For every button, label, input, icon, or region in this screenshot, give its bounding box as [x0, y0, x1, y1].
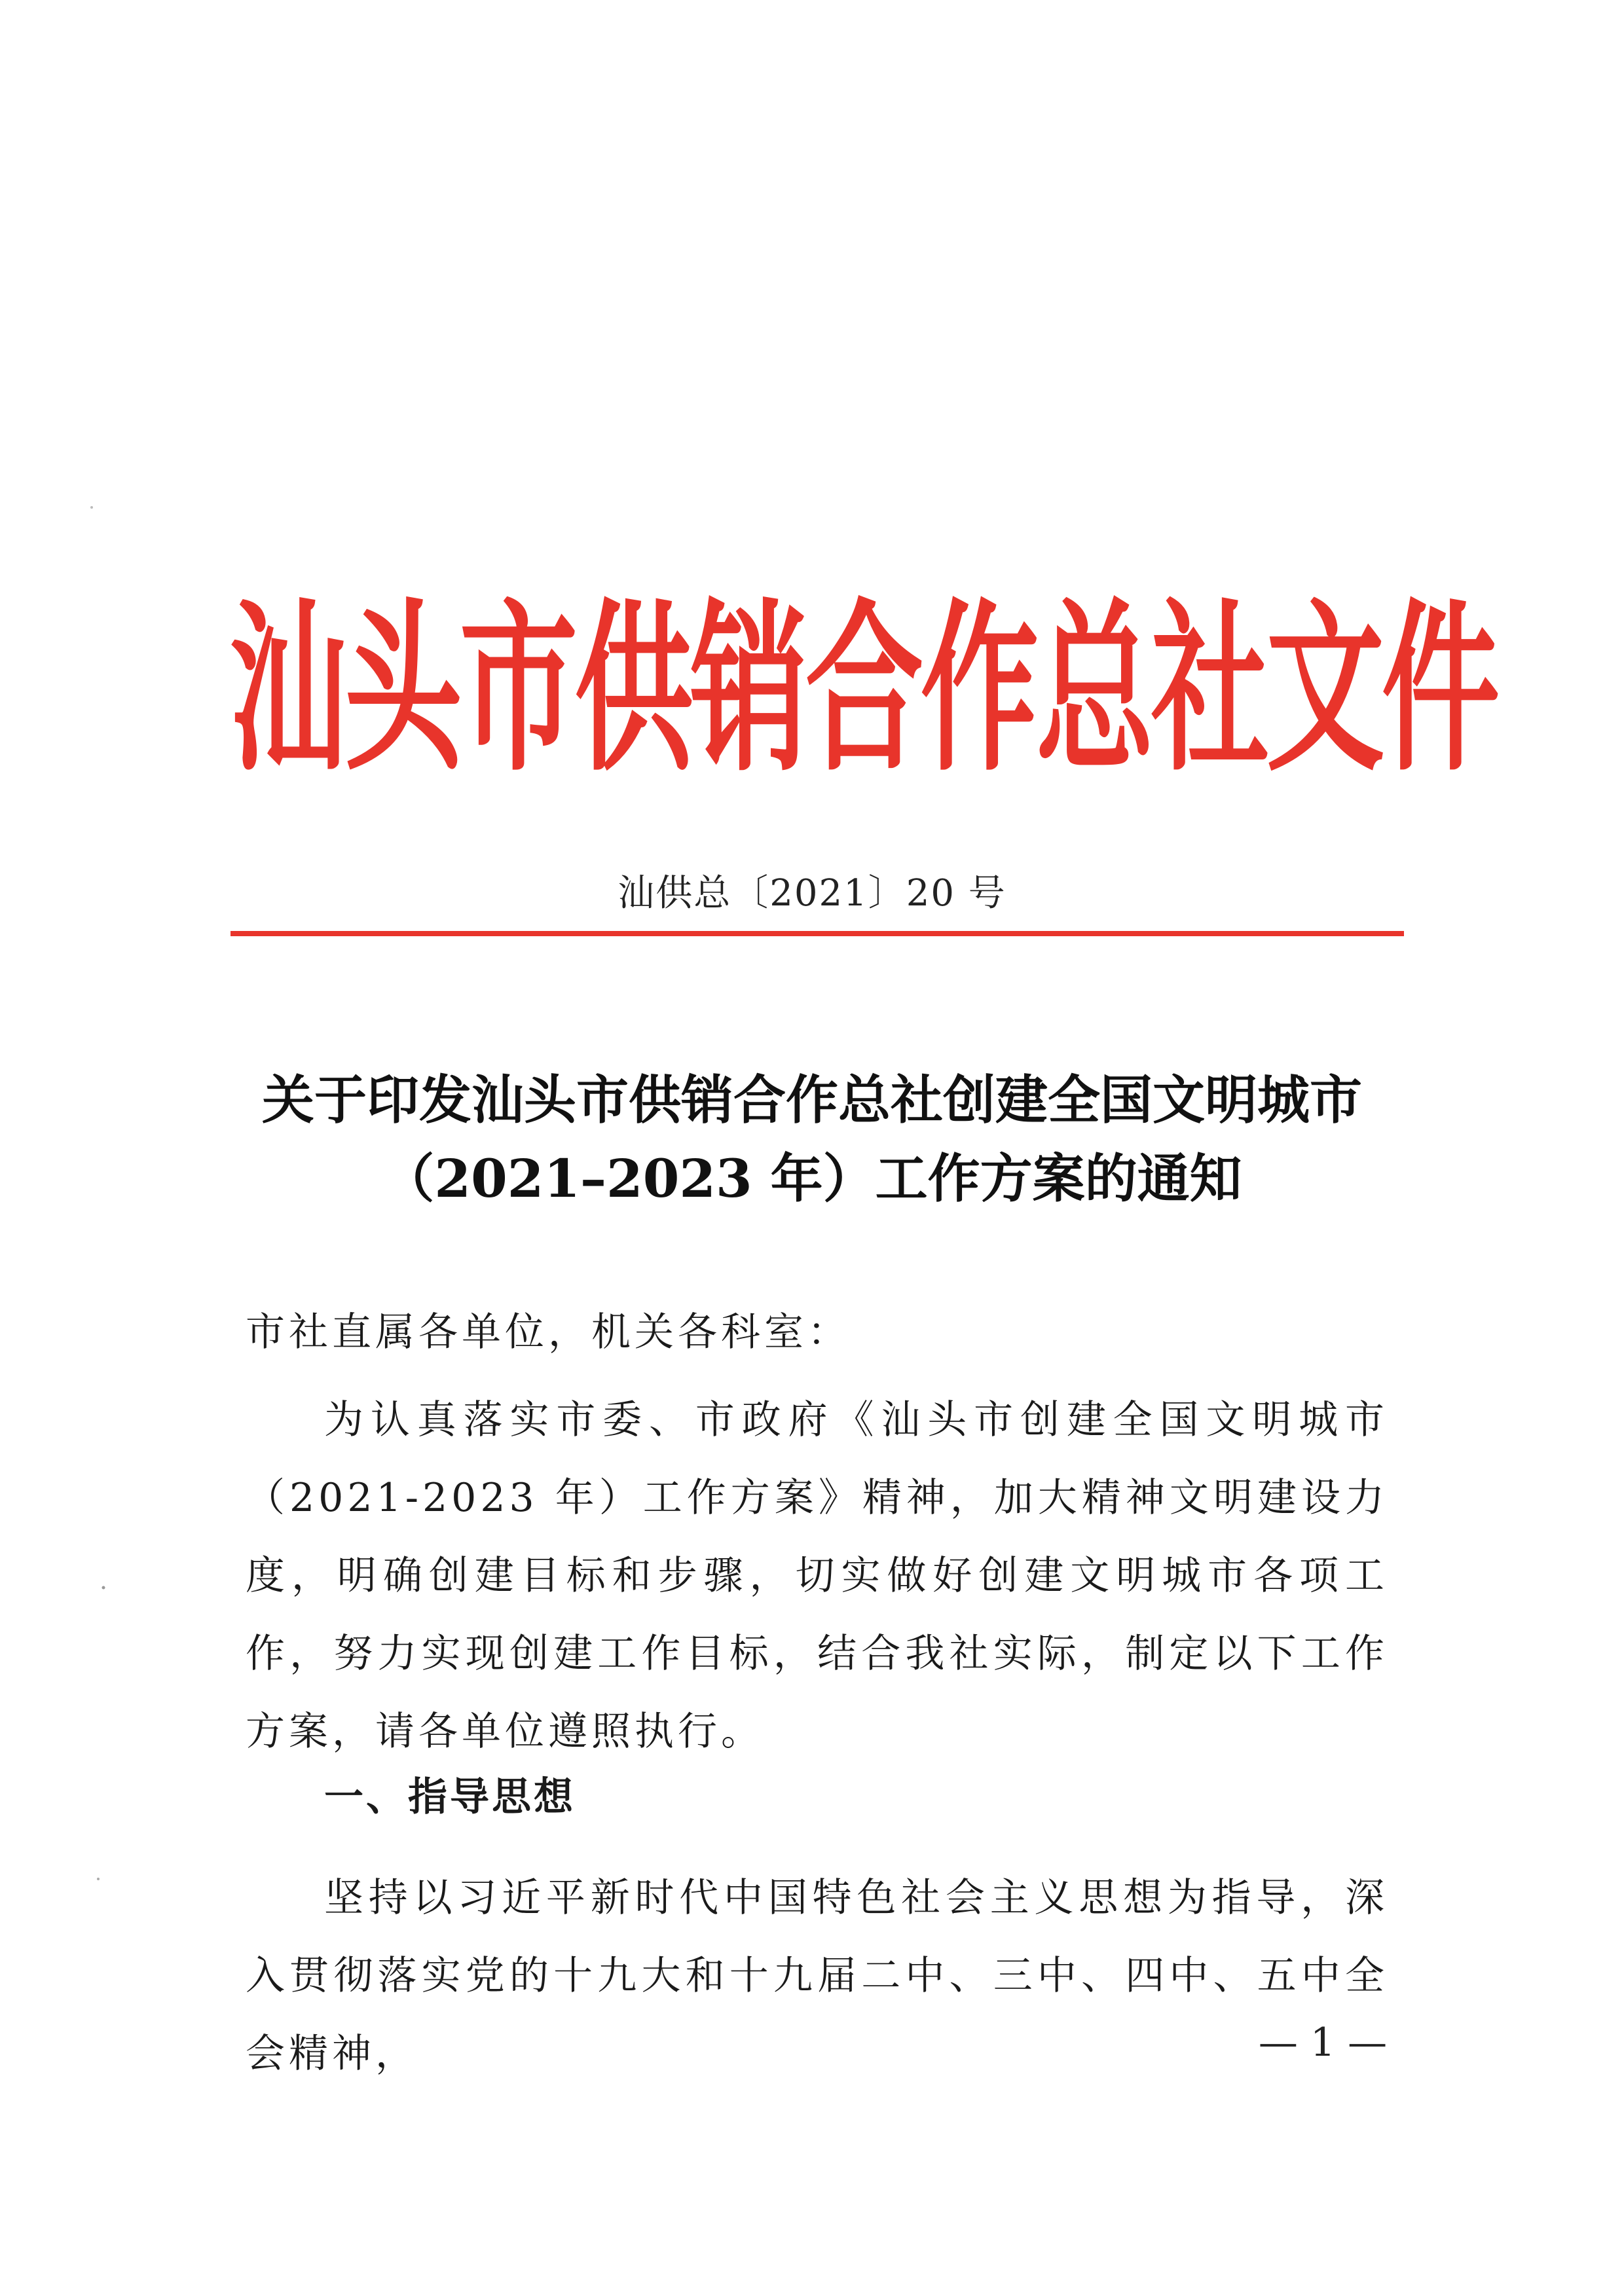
page-number: — 1 — — [1258, 2020, 1388, 2066]
document-number: 汕供总〔2021〕20 号 — [618, 872, 1006, 915]
notice-title: 关于印发汕头市供销合作总社创建全国文明城市（2021–2023 年）工作方案的通知 — [262, 1069, 1362, 1209]
body-paragraph-2: 坚持以习近平新时代中国特色社会主义思想为指导，深入贯彻落实党的十九大和十九届二中、三中、四中、五中全会精神， — [246, 1875, 1388, 2077]
section-heading-guiding-ideology: 一、指导思想 — [324, 1774, 576, 1820]
salutation: 市社直属各单位，机关各科室： — [246, 1309, 851, 1355]
document-header-title: 汕头市供销合作总社文件 — [229, 584, 1498, 797]
body-paragraph-1: 为认真落实市委、市政府《汕头市创建全国文明城市（2021-2023 年）工作方案》精神，加大精神文明建设力度，明确创建目标和步骤，切实做好创建文明城市各项工作，努力实现创建工作目标，结合我社实际，制定以下工作方案，请各单位遵照执行。 — [246, 1397, 1388, 1755]
